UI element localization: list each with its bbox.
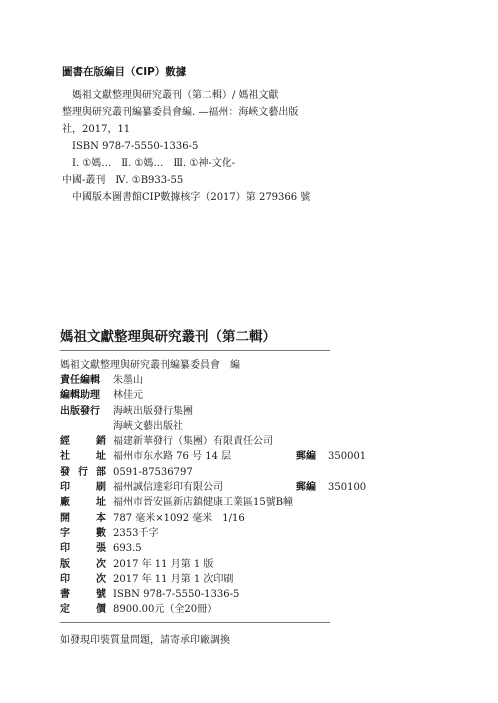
info-value: 林佳元 (113, 390, 143, 402)
info-row-address (60, 449, 367, 464)
cip-line-2: 整理與研究叢刊編纂委員會編. —福州：海峽文藝出版 (62, 107, 299, 118)
info-label: 出版發行 (60, 405, 100, 417)
book-title: 媽祖文獻整理與研究叢刊（第二輯） (60, 329, 276, 345)
info-label: 責任編輯 (60, 375, 100, 386)
postcode-label: 郵編 (296, 482, 316, 494)
info-row-edition (60, 557, 360, 572)
info-value: 福建新華發行（集團）有限責任公司 (113, 436, 273, 448)
info-row-distributor (60, 434, 360, 449)
info-value: 693.5 (113, 543, 142, 555)
info-value: 福州誠信達彩印有限公司 (113, 482, 223, 494)
info-value: 海峽文藝出版社 (113, 420, 183, 432)
info-value: 2017 年 11 月第 1 次印刷 (113, 573, 234, 585)
info-label: 發 行 部 (60, 466, 106, 478)
info-label: 印 刷 (60, 482, 106, 494)
info-value: 福州市晉安區新店鎮健康工業區15號B幢 (113, 497, 294, 509)
info-row-assistant (60, 388, 360, 403)
info-value: 2353千字 (113, 527, 159, 539)
quality-notice: 如發現印裝質量問題，請寄承印廠調換 (60, 635, 230, 646)
info-row-publisher-2 (60, 419, 360, 434)
info-row-editor (60, 373, 360, 388)
info-label: 印 次 (60, 573, 106, 585)
info-value: 8900.00元（全20冊） (113, 604, 218, 616)
info-row-format (60, 511, 360, 526)
info-value: 海峽出版發行集團 (113, 405, 193, 417)
info-row-words (60, 526, 360, 541)
bottom-divider (60, 622, 330, 623)
cip-line-6: 中國-叢刊 Ⅳ. ①B933-55 (62, 175, 184, 186)
cip-line-3: 社，2017，11 (62, 124, 131, 135)
cip-data-block (62, 64, 352, 206)
info-label: 字 數 (60, 527, 106, 539)
info-label: 開 本 (60, 512, 106, 524)
cip-line-4: ISBN 978-7-5550-1336-5 (72, 141, 199, 152)
info-row-printer (60, 480, 367, 495)
top-divider (60, 350, 330, 351)
info-row-printing (60, 572, 360, 587)
info-value: 朱墨山 (113, 375, 143, 386)
info-row-isbn (60, 587, 360, 602)
info-label: 定 價 (60, 604, 106, 616)
info-value: ISBN 978-7-5550-1336-5 (113, 589, 240, 601)
postcode-value: 350100 (328, 482, 367, 494)
info-row-publisher (60, 404, 360, 419)
info-label: 社 址 (60, 451, 106, 463)
info-value: 787 毫米×1092 毫米 1/16 (113, 512, 245, 524)
postcode-value: 350001 (328, 451, 367, 463)
publication-info-table (60, 373, 367, 618)
cip-line-1: 媽祖文獻整理與研究叢刊（第二輯）/ 媽祖文獻 (72, 90, 279, 101)
info-label: 編輯助理 (60, 390, 100, 402)
info-label: 書 號 (60, 589, 106, 601)
postcode-label: 郵編 (296, 451, 316, 463)
info-label: 版 次 (60, 558, 106, 570)
info-value: 福州市东水路 76 号 14 层 (113, 451, 232, 463)
cip-line-5: Ⅰ. ①媽… Ⅱ. ①媽… Ⅲ. ①神-文化- (72, 158, 236, 169)
info-row-dept (60, 465, 360, 480)
info-label: 廠 址 (60, 497, 106, 509)
cip-line-7: 中國版本圖書館CIP數據核字（2017）第 279366 號 (72, 192, 311, 203)
info-value: 2017 年 11 月第 1 版 (113, 558, 214, 570)
book-compiler: 媽祖文獻整理與研究叢刊編纂委員會 編 (60, 360, 240, 371)
cip-heading: 圖書在版編目（CIP）數據 (62, 66, 187, 78)
info-row-price (60, 602, 360, 617)
info-row-sheets (60, 541, 360, 556)
info-label: 印 張 (60, 543, 106, 555)
info-label: 經 銷 (60, 436, 106, 448)
info-row-factory (60, 495, 360, 510)
info-value: 0591-87536797 (113, 466, 193, 478)
